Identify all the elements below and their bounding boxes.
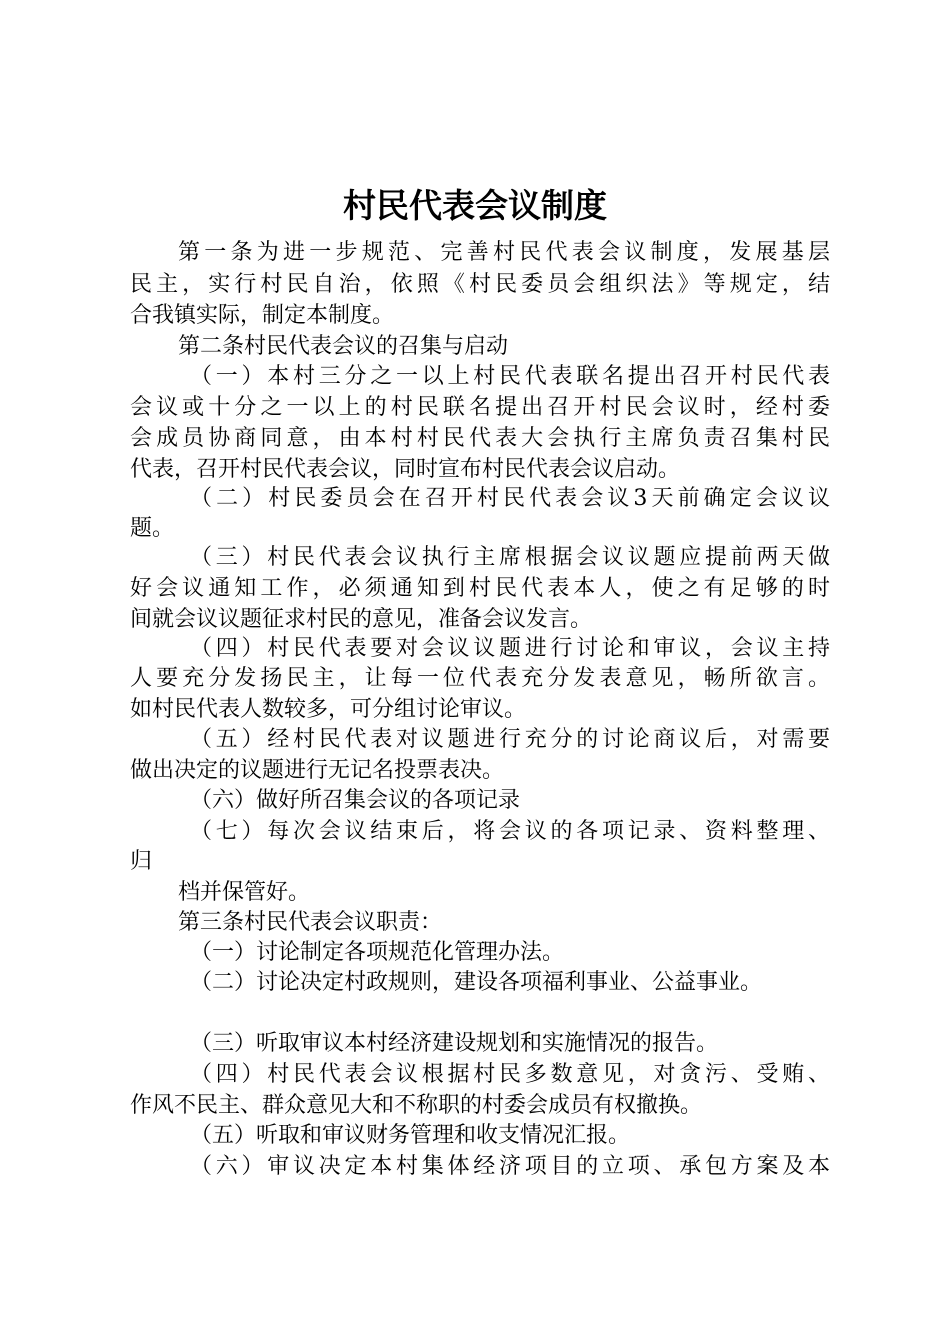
text-line: 归 [130, 849, 153, 874]
text-line: 第一条为进一步规范、完善村民代表会议制度，发展基层 [178, 240, 830, 265]
text-line: （二）村民委员会在召开村民代表会议3天前确定会议议 [190, 486, 830, 511]
text-line: （四）村民代表会议根据村民多数意见，对贪污、受贿、 [190, 1062, 830, 1087]
text-line: （六）审议决定本村集体经济项目的立项、承包方案及本 [190, 1154, 830, 1179]
text-line: （六）做好所召集会议的各项记录 [190, 788, 521, 813]
text-line: 好会议通知工作，必须通知到村民代表本人，使之有足够的时 [130, 576, 830, 601]
text-line: 第三条村民代表会议职责： [178, 910, 443, 935]
text-line: 代表，召开村民代表会议，同时宣布村民代表会议启动。 [130, 457, 681, 482]
text-line: 合我镇实际，制定本制度。 [130, 303, 395, 328]
text-line: 会议或十分之一以上的村民联名提出召开村民会议时，经村委 [130, 395, 830, 420]
text-line: 会成员协商同意，由本村村民代表大会执行主席负责召集村民 [130, 426, 830, 451]
text-line: （一）本村三分之一以上村民代表联名提出召开村民代表 [190, 364, 830, 389]
text-line: （一）讨论制定各项规范化管理办法。 [190, 940, 565, 965]
text-line: （五）听取和审议财务管理和收支情况汇报。 [190, 1123, 631, 1148]
text-line: 题。 [130, 516, 175, 541]
text-line: （二）讨论决定村政规则，建设各项福利事业、公益事业。 [190, 970, 763, 995]
text-line: （三）村民代表会议执行主席根据会议议题应提前两天做 [190, 545, 830, 570]
text-line: 作风不民主、群众意见大和不称职的村委会成员有权撤换。 [130, 1093, 703, 1118]
text-line: 间就会议议题征求村民的意见，准备会议发言。 [130, 607, 593, 632]
text-line: 档并保管好。 [178, 880, 311, 905]
text-line: （三）听取审议本村经济建设规划和实施情况的报告。 [190, 1031, 719, 1056]
text-line: 如村民代表人数较多，可分组讨论审议。 [130, 697, 527, 722]
text-line: （四）村民代表要对会议议题进行讨论和审议，会议主持 [190, 636, 830, 661]
text-line: 人要充分发扬民主，让每一位代表充分发表意见，畅所欲言。 [130, 666, 830, 691]
text-line: （五）经村民代表对议题进行充分的讨论商议后，对需要 [190, 727, 830, 752]
text-line: 第二条村民代表会议的召集与启动 [178, 334, 509, 359]
text-line: （七）每次会议结束后，将会议的各项记录、资料整理、 [190, 819, 830, 844]
document-title: 村民代表会议制度 [343, 186, 607, 225]
text-line: 民主，实行村民自治，依照《村民委员会组织法》等规定，结 [130, 272, 830, 297]
text-line: 做出决定的议题进行无记名投票表决。 [130, 758, 505, 783]
